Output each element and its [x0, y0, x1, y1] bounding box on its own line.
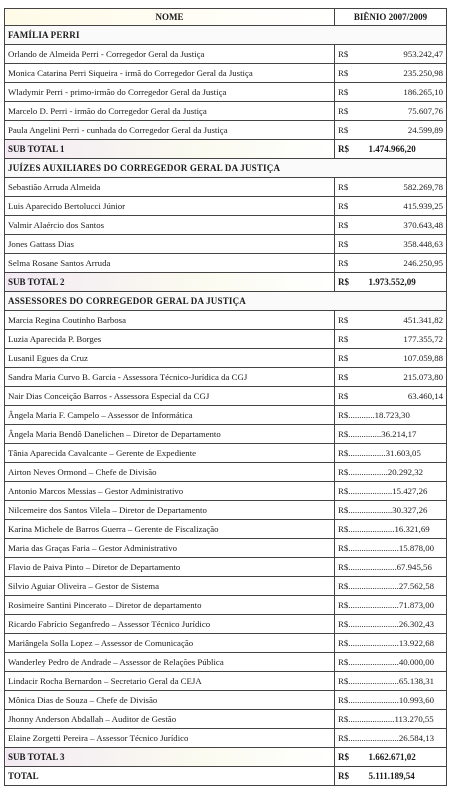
section-title: FAMÍLIA PERRI: [5, 26, 447, 45]
person-name-cell: Mariângela Solla Lopez – Assessor de Comunicação: [5, 634, 335, 653]
table-row: [5, 596, 447, 615]
person-name-cell: Paula Angelini Perri - cunhada do Corregedor Geral da Justiça: [5, 121, 335, 140]
currency-cell: R$: [335, 235, 361, 254]
table-header-row: [5, 9, 447, 26]
table-row: [5, 615, 447, 634]
subtotal-row: [5, 748, 447, 767]
person-name-cell: Karina Michele de Barros Guerra – Gerente de Fiscalização: [5, 520, 335, 539]
table-row: [5, 653, 447, 672]
section-header-row: [5, 159, 447, 178]
person-name-cell: Wanderley Pedro de Andrade – Assessor de Relações Pública: [5, 653, 335, 672]
currency-cell: R$: [335, 102, 361, 121]
total-row: [5, 767, 447, 786]
currency-cell: R$: [335, 178, 361, 197]
table-row: [5, 102, 447, 121]
total-amount: 5.111.189,54: [361, 767, 447, 786]
person-name-cell: Lusanil Egues da Cruz: [5, 349, 335, 368]
total-label: TOTAL: [5, 767, 335, 786]
amount-cell: 107.059,88: [361, 349, 447, 368]
amount-cell: 24.599,89: [361, 121, 447, 140]
person-name-cell: Nilcemeire dos Santos Vilela – Diretor de Departamento: [5, 501, 335, 520]
amount-cell: 75.607,76: [361, 102, 447, 121]
amount-cell: R$.......................15.878,00: [335, 539, 447, 558]
table-row: [5, 691, 447, 710]
subtotal-amount: 1.973.552,09: [361, 273, 447, 292]
table-row: [5, 710, 447, 729]
column-header-period: BIÊNIO 2007/2009: [335, 9, 447, 26]
person-name-cell: Tânia Aparecida Cavalcante – Gerente de Expediente: [5, 444, 335, 463]
amount-cell: R$.................31.603,05: [335, 444, 447, 463]
table-row: [5, 197, 447, 216]
person-name-cell: Airton Neves Ormond – Chefe de Divisão: [5, 463, 335, 482]
person-name-cell: Silvio Aguiar Oliveira – Gestor de Sistema: [5, 577, 335, 596]
amount-cell: R$.......................26.584,13: [335, 729, 447, 748]
table-row: [5, 482, 447, 501]
person-name-cell: Antonio Marcos Messias – Gestor Administrativo: [5, 482, 335, 501]
currency-cell: R$: [335, 45, 361, 64]
total-currency: R$: [335, 767, 361, 786]
currency-cell: R$: [335, 64, 361, 83]
table-row: [5, 406, 447, 425]
currency-cell: R$: [335, 311, 361, 330]
table-row: [5, 672, 447, 691]
table-row: [5, 463, 447, 482]
amount-cell: R$.......................10.993,60: [335, 691, 447, 710]
table-row: [5, 349, 447, 368]
amount-cell: 370.643,48: [361, 216, 447, 235]
table-row: [5, 425, 447, 444]
person-name-cell: Wladymir Perri - primo-irmão do Corregedor Geral da Justiça: [5, 83, 335, 102]
amount-cell: 215.073,80: [361, 368, 447, 387]
person-name-cell: Valmir Alaércio dos Santos: [5, 216, 335, 235]
currency-cell: R$: [335, 368, 361, 387]
currency-cell: R$: [335, 83, 361, 102]
person-name-cell: Jones Gattass Dias: [5, 235, 335, 254]
table-row: [5, 254, 447, 273]
table-row: [5, 83, 447, 102]
person-name-cell: Ângela Maria F. Campelo – Assessor de Informática: [5, 406, 335, 425]
subtotal-amount: 1.474.966,20: [361, 140, 447, 159]
person-name-cell: Mônica Dias de Souza – Chefe de Divisão: [5, 691, 335, 710]
amount-cell: 186.265,10: [361, 83, 447, 102]
person-name-cell: Ângela Maria Bendô Danelichen – Diretor de Departamento: [5, 425, 335, 444]
table-row: [5, 235, 447, 254]
table-row: [5, 558, 447, 577]
amount-cell: R$....................30.327,26: [335, 501, 447, 520]
person-name-cell: Orlando de Almeida Perri - Corregedor Geral da Justiça: [5, 45, 335, 64]
amount-cell: 451.341,82: [361, 311, 447, 330]
table-row: [5, 520, 447, 539]
person-name-cell: Monica Catarina Perri Siqueira - irmã do Corregedor Geral da Justiça: [5, 64, 335, 83]
amount-cell: R$..................20.292,32: [335, 463, 447, 482]
table-row: [5, 121, 447, 140]
table-row: [5, 501, 447, 520]
subtotal-currency: R$: [335, 140, 361, 159]
table-row: [5, 444, 447, 463]
table-row: [5, 178, 447, 197]
table-body: [5, 26, 447, 786]
amount-cell: 235.250,98: [361, 64, 447, 83]
person-name-cell: Maria das Graças Faria – Gestor Administrativo: [5, 539, 335, 558]
subtotal-amount: 1.662.671,02: [361, 748, 447, 767]
person-name-cell: Flavio de Paiva Pinto – Diretor de Departamento: [5, 558, 335, 577]
subtotal-label: SUB TOTAL 1: [5, 140, 335, 159]
table-row: [5, 330, 447, 349]
table-row: [5, 216, 447, 235]
amount-cell: 953.242,47: [361, 45, 447, 64]
currency-cell: R$: [335, 197, 361, 216]
subtotal-row: [5, 273, 447, 292]
currency-cell: R$: [335, 330, 361, 349]
table-row: [5, 45, 447, 64]
currency-cell: R$: [335, 216, 361, 235]
amount-cell: R$.....................16.321,69: [335, 520, 447, 539]
person-name-cell: Lindacir Rocha Bernardon – Secretario Geral da CEJA: [5, 672, 335, 691]
amount-cell: R$.....................113.270,55: [335, 710, 447, 729]
table-row: [5, 729, 447, 748]
amount-cell: R$.......................40.000,00: [335, 653, 447, 672]
person-name-cell: Ricardo Fabrício Seganfredo – Assessor Técnico Jurídico: [5, 615, 335, 634]
amount-cell: 177.355,72: [361, 330, 447, 349]
currency-cell: R$: [335, 254, 361, 273]
column-header-name: NOME: [5, 9, 335, 26]
amount-cell: 415.939,25: [361, 197, 447, 216]
amount-cell: R$.......................65.138,31: [335, 672, 447, 691]
section-title: JUÍZES AUXILIARES DO CORREGEDOR GERAL DA JUSTIÇA: [5, 159, 447, 178]
person-name-cell: Marcia Regina Coutinho Barbosa: [5, 311, 335, 330]
table-row: [5, 311, 447, 330]
person-name-cell: Luis Aparecido Bertolucci Júnior: [5, 197, 335, 216]
subtotal-currency: R$: [335, 748, 361, 767]
amount-cell: R$.......................71.873,00: [335, 596, 447, 615]
amount-cell: R$......................67.945,56: [335, 558, 447, 577]
person-name-cell: Luzia Aparecida P. Borges: [5, 330, 335, 349]
person-name-cell: Sandra Maria Curvo B. Garcia - Assessora Técnico-Jurídica da CGJ: [5, 368, 335, 387]
table-row: [5, 634, 447, 653]
person-name-cell: Rosimeire Santini Pincerato – Diretor de departamento: [5, 596, 335, 615]
amount-cell: R$....................15.427,26: [335, 482, 447, 501]
amount-cell: 582.269,78: [361, 178, 447, 197]
currency-cell: R$: [335, 121, 361, 140]
section-header-row: [5, 292, 447, 311]
amount-cell: R$.......................27.562,58: [335, 577, 447, 596]
amount-cell: R$............18.723,30: [335, 406, 447, 425]
person-name-cell: Marcelo D. Perri - irmão do Corregedor Geral da Justiça: [5, 102, 335, 121]
subtotal-currency: R$: [335, 273, 361, 292]
amount-cell: 246.250,95: [361, 254, 447, 273]
amount-cell: R$...............36.214,17: [335, 425, 447, 444]
table-row: [5, 539, 447, 558]
amount-cell: R$.......................13.922,68: [335, 634, 447, 653]
table-row: [5, 577, 447, 596]
subtotal-label: SUB TOTAL 2: [5, 273, 335, 292]
subtotal-row: [5, 140, 447, 159]
document-page: [4, 8, 446, 786]
section-header-row: [5, 26, 447, 45]
person-name-cell: Sebastião Arruda Almeida: [5, 178, 335, 197]
expense-table: [4, 8, 447, 786]
currency-cell: R$: [335, 387, 361, 406]
person-name-cell: Elaine Zorgetti Pereira – Assessor Técnico Jurídico: [5, 729, 335, 748]
section-title: ASSESSORES DO CORREGEDOR GERAL DA JUSTIÇA: [5, 292, 447, 311]
table-row: [5, 64, 447, 83]
table-row: [5, 387, 447, 406]
subtotal-label: SUB TOTAL 3: [5, 748, 335, 767]
amount-cell: 63.460,14: [361, 387, 447, 406]
table-row: [5, 368, 447, 387]
person-name-cell: Jhonny Anderson Abdallah – Auditor de Gestão: [5, 710, 335, 729]
person-name-cell: Nair Dias Conceição Barros - Assessora Especial da CGJ: [5, 387, 335, 406]
person-name-cell: Selma Rosane Santos Arruda: [5, 254, 335, 273]
currency-cell: R$: [335, 349, 361, 368]
amount-cell: R$.......................26.302,43: [335, 615, 447, 634]
amount-cell: 358.448,63: [361, 235, 447, 254]
